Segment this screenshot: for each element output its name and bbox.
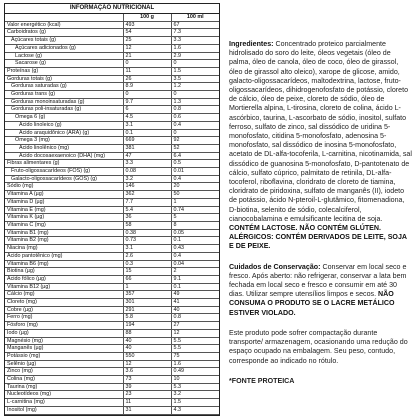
nutrition-row xyxy=(5,214,219,222)
nutrition-row xyxy=(5,29,219,37)
value-per-100g: 550 xyxy=(123,352,171,360)
nutrition-row xyxy=(5,314,219,322)
nutrition-row xyxy=(5,275,219,283)
nutrition-row xyxy=(5,352,219,360)
ingredients-text: Concentrado proteico parcialmente hidrolisado do soro do leite, óleos vegetais (óleo de palma, óleo de canola, óleo de coco, óleo de girassol, óleo de girassol alto oleico), xarope de glicose, amido, galacto-oligossacarídeos, maltodextrina, lactose, fruto-oligossacarídeos, dihidrogenofosfato de potássio, cloreto de cálcio, óleo de peixe, cloreto de sódio, óleo de Mortierella alpina, L-tirosina, cloreto de colina, ácido L-ascórbico, taurina, L-ascorbato de sódio, inositol, sulfato ferroso, sulfato de zinco, sal dissódico de uridina 5-monofosfato, citidina 5-monofosfato, adenosina 5-monofosfato, sal dissódico de inosina 5-monofosfato, acetato de DL-alfa-tocoferila, L-carnitina, nicotinamida, sal dissódico de guanosina 5-monofosfato, D-pantotenato de cálcio, sulfato cúprico, palmitato de retinila, DL-alfa-tocoferol, riboflavina, cloridrato de cloreto de tiamina, cloridrato de piridoxina, sulfato de manganês (II), iodeto de potássio, ácido N-pteroil-L-glutâmico, fitomenadiona, D-biotina, selenito de sódio, colecalciferol, cianocobalamina e emulsificante lecitina de soja. xyxy=(229,40,412,223)
value-per-100g: 7.7 xyxy=(123,198,171,206)
value-per-100g: 381 xyxy=(123,144,171,152)
nutrition-row xyxy=(5,299,219,307)
ingredients-paragraph xyxy=(229,40,412,252)
value-per-100g: 0.3 xyxy=(123,260,171,268)
value-per-100ml: 1.6 xyxy=(171,44,219,52)
nutrient-name: Fósforo (mg) xyxy=(5,322,123,330)
value-per-100ml: 0.74 xyxy=(171,206,219,214)
info-text-column xyxy=(229,40,412,386)
value-per-100g: 3.1 xyxy=(123,121,171,129)
value-per-100ml: 5.5 xyxy=(171,337,219,345)
nutrition-row xyxy=(5,91,219,99)
nutrition-row xyxy=(5,21,219,29)
ingredients-label: Ingredientes: xyxy=(229,40,274,48)
nutrition-row xyxy=(5,67,219,75)
value-per-100g: 2.6 xyxy=(123,252,171,260)
value-per-100ml: 1 xyxy=(171,198,219,206)
nutrition-row xyxy=(5,175,219,183)
nutrient-name: Nucleotídeos (mg) xyxy=(5,391,123,399)
value-per-100g: 1 xyxy=(123,283,171,291)
nutrition-row xyxy=(5,206,219,214)
value-per-100g: 23 xyxy=(123,391,171,399)
nutrition-row xyxy=(5,98,219,106)
value-per-100ml: 40 xyxy=(171,306,219,314)
nutrient-name: Carboidratos (g) xyxy=(5,29,123,37)
nutrition-row xyxy=(5,144,219,152)
nutrition-table xyxy=(4,3,220,416)
value-per-100ml: 0.1 xyxy=(171,237,219,245)
value-per-100g: 15 xyxy=(123,268,171,276)
value-per-100ml: 0.1 xyxy=(171,283,219,291)
value-per-100ml: 5.3 xyxy=(171,383,219,391)
value-per-100g: 26 xyxy=(123,75,171,83)
nutrition-row xyxy=(5,121,219,129)
value-per-100ml: 8 xyxy=(171,221,219,229)
value-per-100g: 3.3 xyxy=(123,160,171,168)
value-per-100ml: 49 xyxy=(171,291,219,299)
value-per-100g: 5.8 xyxy=(123,314,171,322)
nutrient-name: Vitamina E (mg) xyxy=(5,206,123,214)
nutrition-row xyxy=(5,160,219,168)
value-per-100g: 12 xyxy=(123,44,171,52)
nutrient-name: Gorduras poli-insaturadas (g) xyxy=(5,106,123,114)
value-per-100ml: 0.01 xyxy=(171,168,219,176)
nutrition-grid xyxy=(5,14,219,415)
nutrient-name: L-carnitina (mg) xyxy=(5,399,123,407)
value-per-100g: 66 xyxy=(123,275,171,283)
nutrient-name: Ácido linoleico (g) xyxy=(5,121,123,129)
nutrient-name: Fibras alimentares (g) xyxy=(5,160,123,168)
value-per-100ml: 1.6 xyxy=(171,360,219,368)
nutrient-name: Sacarose (g) xyxy=(5,60,123,68)
value-per-100ml: 1.5 xyxy=(171,67,219,75)
storage-label: Cuidados de Conservação: xyxy=(229,262,321,271)
value-per-100g: 0.73 xyxy=(123,237,171,245)
nutrient-name: Ômega 6 (g) xyxy=(5,114,123,122)
value-per-100g: 3.2 xyxy=(123,175,171,183)
nutrition-row xyxy=(5,129,219,137)
seal-warning: NÃO CONSUMA O PRODUTO SE O LACRE METÁLICO ESTIVER VIOLADO. xyxy=(229,290,395,317)
nutrient-name: Fruto-oligossacarídeos (FOS) (g) xyxy=(5,168,123,176)
value-per-100ml: 1.5 xyxy=(171,399,219,407)
nutrient-name: Ácido docosaexaenoico (DHA) (mg) xyxy=(5,152,123,160)
value-per-100g: 194 xyxy=(123,322,171,330)
value-per-100ml: 12 xyxy=(171,329,219,337)
nutrient-name: Taurina (mg) xyxy=(5,383,123,391)
nutrition-row xyxy=(5,152,219,160)
value-per-100g: 39 xyxy=(123,383,171,391)
value-per-100ml: 0.49 xyxy=(171,368,219,376)
nutrition-title: INFORMAÇÃO NUTRICIONAL xyxy=(5,4,219,14)
value-per-100ml: 0.8 xyxy=(171,314,219,322)
nutrition-row xyxy=(5,406,219,414)
value-per-100ml: 5.5 xyxy=(171,345,219,353)
nutrition-header-row xyxy=(5,14,219,21)
value-per-100g: 11 xyxy=(123,67,171,75)
value-per-100g: 357 xyxy=(123,291,171,299)
value-per-100ml: 3.3 xyxy=(171,37,219,45)
value-per-100ml: 10 xyxy=(171,376,219,384)
nutrition-row xyxy=(5,337,219,345)
value-per-100ml: 0 xyxy=(171,91,219,99)
value-per-100ml: 0.4 xyxy=(171,252,219,260)
value-per-100g: 291 xyxy=(123,306,171,314)
nutrient-name: Vitamina D (µg) xyxy=(5,198,123,206)
value-per-100g: 3.6 xyxy=(123,368,171,376)
nutrition-row xyxy=(5,391,219,399)
nutrient-name: Vitamina B12 (µg) xyxy=(5,283,123,291)
value-per-100g: 0.38 xyxy=(123,229,171,237)
nutrition-row xyxy=(5,306,219,314)
nutrient-name: Zinco (mg) xyxy=(5,368,123,376)
nutrient-name: Vitamina A (µg) xyxy=(5,191,123,199)
nutrient-name: Manganês (µg) xyxy=(5,345,123,353)
value-per-100ml: 5 xyxy=(171,214,219,222)
nutrient-name: Ácido pantotênico (mg) xyxy=(5,252,123,260)
nutrient-name: Valor energético (kcal) xyxy=(5,21,123,29)
value-per-100ml: 4.3 xyxy=(171,406,219,414)
value-per-100ml: 2 xyxy=(171,268,219,276)
value-per-100ml: 67 xyxy=(171,21,219,29)
value-per-100ml: 3.2 xyxy=(171,391,219,399)
nutrition-row xyxy=(5,345,219,353)
value-per-100g: 11 xyxy=(123,399,171,407)
value-per-100g: 0 xyxy=(123,60,171,68)
settling-note: Este produto pode sofrer compactação durante transporte/ armazenagem, ocasionando uma redução do espaço ocupado na embalagem. Seu peso, contudo, corresponde ao indicado no rótulo. xyxy=(229,328,408,365)
value-per-100g: 493 xyxy=(123,21,171,29)
value-per-100g: 362 xyxy=(123,191,171,199)
nutrition-row xyxy=(5,106,219,114)
value-per-100ml: 1.3 xyxy=(171,98,219,106)
nutrient-name: Colina (mg) xyxy=(5,376,123,384)
value-per-100ml: 92 xyxy=(171,137,219,145)
value-per-100g: 25 xyxy=(123,37,171,45)
nutrient-name: Ácido linolênico (mg) xyxy=(5,144,123,152)
nutrient-name: Cloreto (mg) xyxy=(5,299,123,307)
nutrition-row xyxy=(5,245,219,253)
nutrition-row xyxy=(5,198,219,206)
nutrition-row xyxy=(5,191,219,199)
nutrition-row xyxy=(5,368,219,376)
nutrient-name: Galacto-oligossacarídeos (GOS) (g) xyxy=(5,175,123,183)
value-per-100g: 669 xyxy=(123,137,171,145)
nutrient-name: Ômega 3 (mg) xyxy=(5,137,123,145)
nutrient-name: Gorduras totais (g) xyxy=(5,75,123,83)
nutrient-name: Iodo (µg) xyxy=(5,329,123,337)
nutrition-row xyxy=(5,399,219,407)
value-per-100g: 54 xyxy=(123,29,171,37)
value-per-100g: 0.08 xyxy=(123,168,171,176)
nutrition-row xyxy=(5,37,219,45)
value-per-100g: 36 xyxy=(123,214,171,222)
nutrition-row xyxy=(5,83,219,91)
storage-paragraph xyxy=(229,263,412,318)
nutrient-name: Gorduras saturadas (g) xyxy=(5,83,123,91)
value-per-100g: 73 xyxy=(123,376,171,384)
value-per-100ml: 75 xyxy=(171,352,219,360)
nutrient-name: Sódio (mg) xyxy=(5,183,123,191)
value-per-100g: 47 xyxy=(123,152,171,160)
nutrition-row xyxy=(5,283,219,291)
value-per-100ml: 0 xyxy=(171,129,219,137)
value-per-100g: 40 xyxy=(123,345,171,353)
storage-text: Conservar em local seco e fresco. Após aberto: não refrigerar, conservar a lata bem fechada em local seco e fresco e consumir em até 30 dias. Utilizar sempre utensílios limpos e secos. xyxy=(229,262,407,299)
nutrition-row xyxy=(5,252,219,260)
nutrition-row xyxy=(5,376,219,384)
nutrition-row xyxy=(5,114,219,122)
nutrient-name: Selênio (µg) xyxy=(5,360,123,368)
nutrient-name: Lactose (g) xyxy=(5,52,123,60)
nutrient-name: Açúcares adicionados (g) xyxy=(5,44,123,52)
value-per-100g: 31 xyxy=(123,406,171,414)
value-per-100g: 301 xyxy=(123,299,171,307)
value-per-100ml: 0.04 xyxy=(171,260,219,268)
value-per-100ml: 27 xyxy=(171,322,219,330)
value-per-100ml: 0.4 xyxy=(171,175,219,183)
value-per-100ml: 0.05 xyxy=(171,229,219,237)
value-per-100ml: 41 xyxy=(171,299,219,307)
nutrition-row xyxy=(5,221,219,229)
value-per-100g: 88 xyxy=(123,329,171,337)
nutrition-row xyxy=(5,168,219,176)
nutrient-name: Ácido fólico (µg) xyxy=(5,275,123,283)
nutrient-name: Vitamina B1 (mg) xyxy=(5,229,123,237)
value-per-100g: 0 xyxy=(123,91,171,99)
nutrition-row xyxy=(5,229,219,237)
nutrient-name: Cálcio (mg) xyxy=(5,291,123,299)
value-per-100g: 0.1 xyxy=(123,129,171,137)
value-per-100ml: 0.6 xyxy=(171,114,219,122)
value-per-100ml: 20 xyxy=(171,183,219,191)
nutrition-row xyxy=(5,52,219,60)
nutrition-row xyxy=(5,329,219,337)
column-header-100g: 100 g xyxy=(123,14,171,21)
nutrient-name: Ácido araquidônico (ARA) (g) xyxy=(5,129,123,137)
nutrient-name: Potássio (mg) xyxy=(5,352,123,360)
value-per-100g: 5.4 xyxy=(123,206,171,214)
nutrition-header-blank xyxy=(5,14,123,21)
nutrition-row xyxy=(5,383,219,391)
nutrition-row xyxy=(5,237,219,245)
value-per-100ml: 3.5 xyxy=(171,75,219,83)
nutrient-name: Biotina (µg) xyxy=(5,268,123,276)
value-per-100ml: 6.4 xyxy=(171,152,219,160)
nutrient-name: Vitamina B6 (mg) xyxy=(5,260,123,268)
nutrition-row xyxy=(5,60,219,68)
nutrient-name: Magnésio (mg) xyxy=(5,337,123,345)
nutrient-name: Vitamina B2 (mg) xyxy=(5,237,123,245)
nutrient-name: Niacina (mg) xyxy=(5,245,123,253)
value-per-100ml: 9.1 xyxy=(171,275,219,283)
value-per-100ml: 7.3 xyxy=(171,29,219,37)
nutrition-row xyxy=(5,268,219,276)
value-per-100ml: 0.5 xyxy=(171,160,219,168)
value-per-100ml: 0.4 xyxy=(171,121,219,129)
nutrition-row xyxy=(5,260,219,268)
nutrition-row xyxy=(5,291,219,299)
value-per-100g: 58 xyxy=(123,221,171,229)
nutrition-row xyxy=(5,183,219,191)
nutrient-name: Inositol (mg) xyxy=(5,406,123,414)
protein-source-footnote: *FONTE PROTEICA xyxy=(229,376,295,385)
value-per-100g: 6 xyxy=(123,106,171,114)
value-per-100g: 4.5 xyxy=(123,114,171,122)
value-per-100g: 9.7 xyxy=(123,98,171,106)
value-per-100ml: 0.8 xyxy=(171,106,219,114)
value-per-100g: 12 xyxy=(123,360,171,368)
value-per-100ml: 52 xyxy=(171,144,219,152)
value-per-100g: 8.9 xyxy=(123,83,171,91)
nutrition-row xyxy=(5,75,219,83)
nutrition-row xyxy=(5,137,219,145)
nutrient-name: Gorduras trans (g) xyxy=(5,91,123,99)
nutrient-name: Açúcares totais (g) xyxy=(5,37,123,45)
value-per-100g: 3.1 xyxy=(123,245,171,253)
column-header-100ml: 100 ml xyxy=(171,14,219,21)
nutrient-name: Vitamina C (mg) xyxy=(5,221,123,229)
nutrient-name: Proteínas (g) xyxy=(5,67,123,75)
nutrient-name: Ferro (mg) xyxy=(5,314,123,322)
value-per-100g: 146 xyxy=(123,183,171,191)
nutrient-name: Cobre (µg) xyxy=(5,306,123,314)
value-per-100g: 21 xyxy=(123,52,171,60)
nutrition-row xyxy=(5,322,219,330)
nutrient-name: Vitamina K (µg) xyxy=(5,214,123,222)
value-per-100ml: 2.9 xyxy=(171,52,219,60)
value-per-100ml: 50 xyxy=(171,191,219,199)
allergen-warning: CONTÉM LACTOSE. NÃO CONTÉM GLÚTEN. ALÉRGICOS: CONTÉM DERIVADOS DE LEITE, SOJA E DE PEIXE. xyxy=(229,224,407,251)
value-per-100g: 40 xyxy=(123,337,171,345)
nutrition-row xyxy=(5,44,219,52)
nutrition-row xyxy=(5,360,219,368)
value-per-100ml: 1.2 xyxy=(171,83,219,91)
value-per-100ml: 0 xyxy=(171,60,219,68)
nutrient-name: Gorduras monoinsaturadas (g) xyxy=(5,98,123,106)
value-per-100ml: 0.43 xyxy=(171,245,219,253)
